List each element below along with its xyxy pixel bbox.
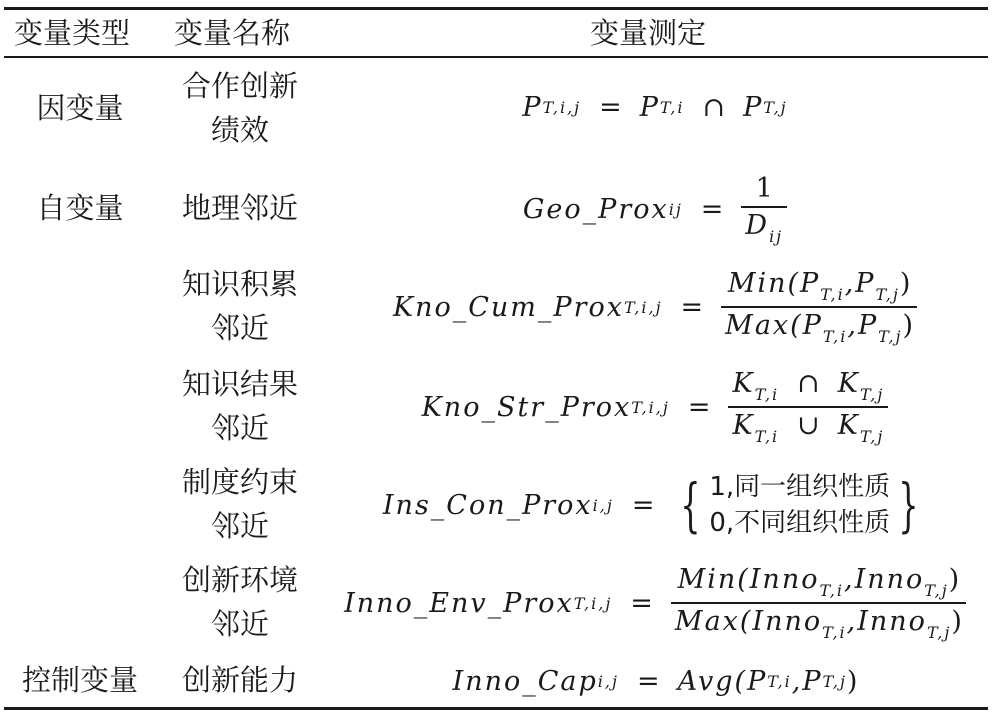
row-1-name-line1: 合作创新 <box>181 69 298 103</box>
row-5-name-line1: 制度约束 <box>181 465 298 499</box>
formula-innovation-capability: Inno_Cap i,j = Avg(P T,i ,P T,j ) <box>452 665 858 697</box>
row-5-name <box>160 460 320 548</box>
row-6-name <box>160 558 320 646</box>
formula-knowledge-structure-proximity: Kno_Str_Prox T,i,j = $\frac{K_{T,i} \cap K_{T,j}}{K_{T,i} \cup K_{T,j}}$ <box>322 362 988 452</box>
formula-cooperative-innovation: P T,i,j = P T,i ∩ P T,j <box>522 91 788 123</box>
row-7-type: 控制变量 <box>21 663 138 697</box>
table-bottom-rule <box>4 707 988 710</box>
header-variable-type: 变量类型 <box>14 16 131 50</box>
case-different-org: 0,不同组织性质 <box>709 508 891 538</box>
row-3-name <box>160 262 320 350</box>
table-header-rule <box>4 56 988 58</box>
row-4-name-line1: 知识结果 <box>181 367 298 401</box>
row-2-type: 自变量 <box>36 191 124 225</box>
header-variable-name: 变量名称 <box>174 16 291 50</box>
row-4-name-line2: 邻近 <box>210 411 269 445</box>
row-4-name <box>160 362 320 450</box>
row-1-name <box>160 64 320 152</box>
formula-institutional-constraint-proximity: Ins_Con_Prox i,j = { 1,同一组织性质 0,不同组织性质 } <box>382 471 919 539</box>
row-3-name-line2: 邻近 <box>210 311 269 345</box>
formula-innovation-environment-proximity: Inno_Env_Prox T,i,j = $\frac{Min(Inno_{T,i},Inno_{T,j})}{Max(Inno_{T,i},Inno_{T,j})}$ <box>322 558 988 648</box>
table-top-rule <box>4 7 988 10</box>
row-6-name-line1: 创新环境 <box>181 563 298 597</box>
formula-geo-proximity: Geo_Prox ij = $\frac{1}{D_{ij}}$ <box>322 164 988 254</box>
row-1-type: 因变量 <box>36 91 124 125</box>
row-5-name-line2: 邻近 <box>210 509 269 543</box>
row-7-name: 创新能力 <box>181 663 298 697</box>
row-3-name-line1: 知识积累 <box>181 267 298 301</box>
formula-knowledge-cumulative-proximity: Kno_Cum_Prox T,i,j = $\frac{Min(P_{T,i},P_{T,j})}{Max(P_{T,i},P_{T,j})}$ <box>322 262 988 352</box>
row-6-name-line2: 邻近 <box>210 607 269 641</box>
row-2-name: 地理邻近 <box>181 191 298 225</box>
case-same-org: 1,同一组织性质 <box>709 472 891 502</box>
header-variable-measure: 变量测定 <box>590 16 707 50</box>
row-1-name-line2: 绩效 <box>210 113 269 147</box>
